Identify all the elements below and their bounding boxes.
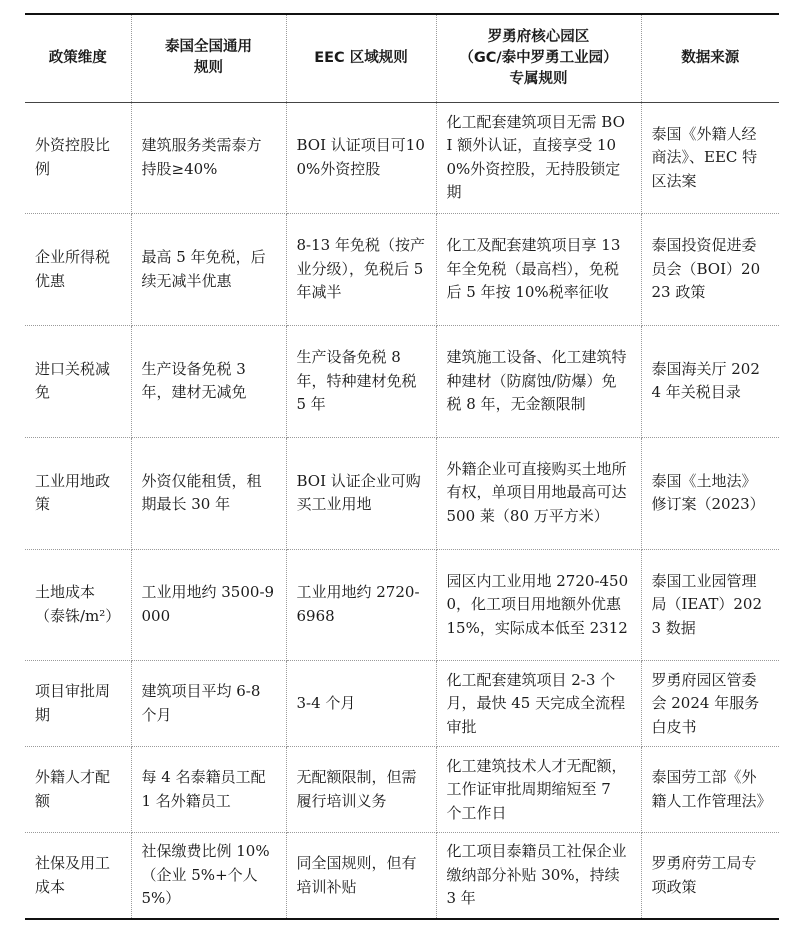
cell-eec: 3-4 个月 bbox=[286, 661, 436, 747]
cell-dimension: 社保及用工成本 bbox=[25, 833, 131, 919]
cell-rayong: 化工配套建筑项目无需 BOI 额外认证，直接享受 100%外资控股，无持股锁定期 bbox=[436, 102, 641, 214]
cell-source: 泰国《土地法》修订案（2023） bbox=[641, 437, 779, 549]
cell-national: 外资仅能租赁，租期最长 30 年 bbox=[131, 437, 286, 549]
header-cell-source bbox=[641, 14, 779, 102]
table-row bbox=[25, 549, 779, 661]
policy-comparison-table bbox=[25, 13, 779, 920]
cell-national: 生产设备免税 3 年，建材无减免 bbox=[131, 326, 286, 438]
header-label: 数据来源 bbox=[681, 49, 740, 66]
table-row bbox=[25, 437, 779, 549]
cell-rayong: 建筑施工设备、化工建筑特种建材（防腐蚀/防爆）免税 8 年，无金额限制 bbox=[436, 326, 641, 438]
cell-dimension: 项目审批周期 bbox=[25, 661, 131, 747]
cell-dimension: 外资控股比例 bbox=[25, 102, 131, 214]
cell-eec: 同全国规则，但有培训补贴 bbox=[286, 833, 436, 919]
header-label: EEC 区域规则 bbox=[314, 49, 408, 66]
cell-dimension: 进口关税减免 bbox=[25, 326, 131, 438]
cell-rayong: 化工建筑技术人才无配额，工作证审批周期缩短至 7 个工作日 bbox=[436, 747, 641, 833]
header-cell-dimension bbox=[25, 14, 131, 102]
cell-rayong: 园区内工业用地 2720-4500，化工项目用地额外优惠 15%，实际成本低至 2312 bbox=[436, 549, 641, 661]
cell-national: 每 4 名泰籍员工配 1 名外籍员工 bbox=[131, 747, 286, 833]
cell-dimension: 土地成本（泰铢/m²） bbox=[25, 549, 131, 661]
table-row bbox=[25, 661, 779, 747]
cell-national: 社保缴费比例 10%（企业 5%+个人 5%） bbox=[131, 833, 286, 919]
cell-eec: 8-13 年免税（按产业分级），免税后 5 年减半 bbox=[286, 214, 436, 326]
header-cell-national bbox=[131, 14, 286, 102]
cell-rayong: 化工及配套建筑项目享 13 年全免税（最高档），免税后 5 年按 10%税率征收 bbox=[436, 214, 641, 326]
cell-dimension: 外籍人才配额 bbox=[25, 747, 131, 833]
cell-national: 最高 5 年免税，后续无减半优惠 bbox=[131, 214, 286, 326]
header-cell-rayong bbox=[436, 14, 641, 102]
cell-national: 建筑项目平均 6-8 个月 bbox=[131, 661, 286, 747]
cell-source: 罗勇府园区管委会 2024 年服务白皮书 bbox=[641, 661, 779, 747]
header-row bbox=[25, 14, 779, 102]
cell-source: 泰国劳工部《外籍人工作管理法》 bbox=[641, 747, 779, 833]
cell-eec: BOI 认证项目可100%外资控股 bbox=[286, 102, 436, 214]
header-cell-eec bbox=[286, 14, 436, 102]
table-row bbox=[25, 214, 779, 326]
cell-rayong: 外籍企业可直接购买土地所有权，单项目用地最高可达 500 莱（80 万平方米） bbox=[436, 437, 641, 549]
cell-dimension: 企业所得税优惠 bbox=[25, 214, 131, 326]
cell-source: 泰国工业园管理局（IEAT）2023 数据 bbox=[641, 549, 779, 661]
cell-national: 建筑服务类需泰方持股≥40% bbox=[131, 102, 286, 214]
cell-rayong: 化工项目泰籍员工社保企业缴纳部分补贴 30%，持续 3 年 bbox=[436, 833, 641, 919]
table-body bbox=[25, 102, 779, 919]
cell-source: 罗勇府劳工局专项政策 bbox=[641, 833, 779, 919]
table-row bbox=[25, 833, 779, 919]
cell-rayong: 化工配套建筑项目 2-3 个月，最快 45 天完成全流程审批 bbox=[436, 661, 641, 747]
cell-source: 泰国投资促进委员会（BOI）2023 政策 bbox=[641, 214, 779, 326]
table-row bbox=[25, 326, 779, 438]
table-header bbox=[25, 14, 779, 102]
header-label: 泰国全国通用 规则 bbox=[165, 39, 252, 77]
header-label: 政策维度 bbox=[48, 49, 107, 66]
cell-eec: BOI 认证企业可购买工业用地 bbox=[286, 437, 436, 549]
cell-source: 泰国海关厅 2024 年关税目录 bbox=[641, 326, 779, 438]
cell-national: 工业用地约 3500-9000 bbox=[131, 549, 286, 661]
cell-eec: 生产设备免税 8 年，特种建材免税 5 年 bbox=[286, 326, 436, 438]
table-row bbox=[25, 747, 779, 833]
cell-eec: 工业用地约 2720-6968 bbox=[286, 549, 436, 661]
cell-dimension: 工业用地政策 bbox=[25, 437, 131, 549]
cell-eec: 无配额限制，但需履行培训义务 bbox=[286, 747, 436, 833]
cell-source: 泰国《外籍人经商法》、EEC 特区法案 bbox=[641, 102, 779, 214]
header-label: 罗勇府核心园区 （GC/泰中罗勇工业园） 专属规则 bbox=[459, 28, 618, 87]
table-row bbox=[25, 102, 779, 214]
